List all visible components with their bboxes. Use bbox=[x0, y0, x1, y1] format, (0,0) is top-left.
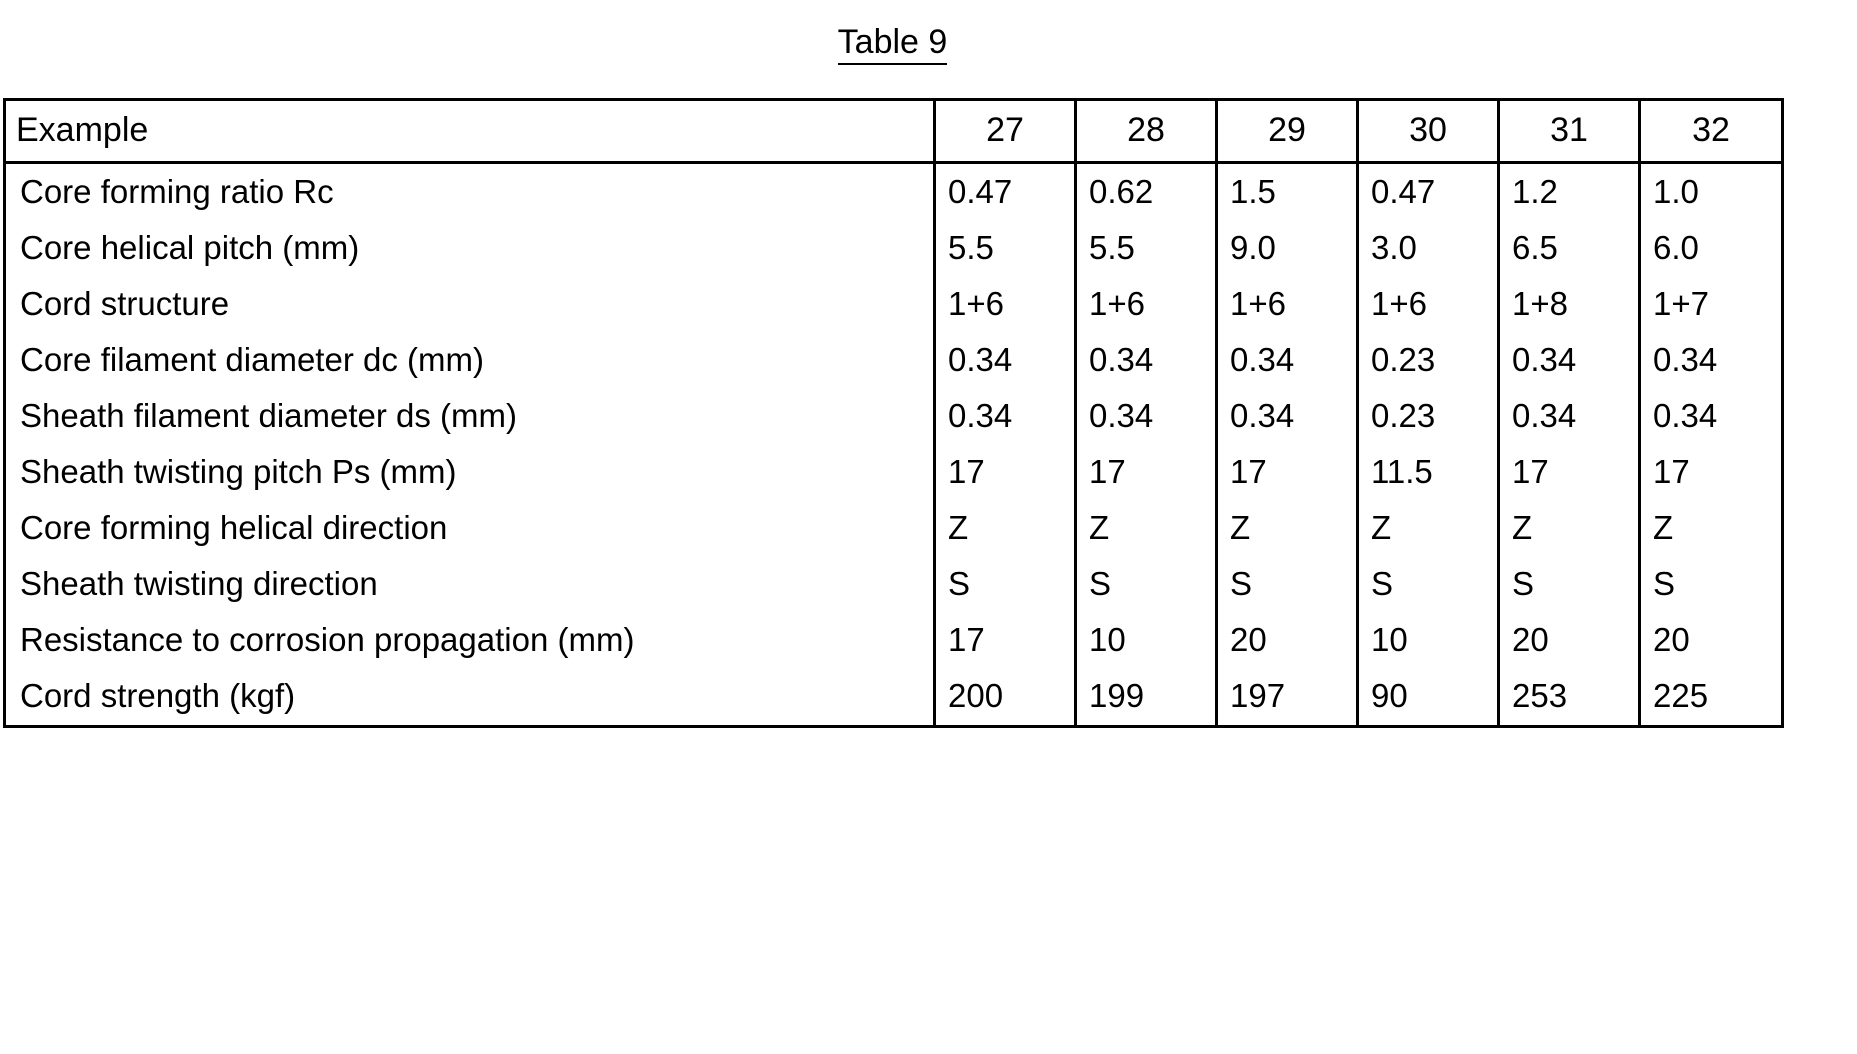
column-header-27: 27 bbox=[935, 100, 1076, 163]
row-label: Core forming helical direction bbox=[5, 500, 935, 556]
row-label: Resistance to corrosion propagation (mm) bbox=[5, 612, 935, 668]
cell-value: 5.5 bbox=[935, 220, 1076, 276]
table-caption bbox=[0, 22, 1785, 62]
cell-value: 0.34 bbox=[1217, 388, 1358, 444]
table-head bbox=[5, 100, 1783, 163]
cell-value: 17 bbox=[935, 612, 1076, 668]
table-row bbox=[5, 388, 1783, 444]
table-row bbox=[5, 668, 1783, 727]
row-label: Sheath twisting pitch Ps (mm) bbox=[5, 444, 935, 500]
cell-value: Z bbox=[1499, 500, 1640, 556]
row-label: Cord strength (kgf) bbox=[5, 668, 935, 727]
cell-value: 0.34 bbox=[935, 388, 1076, 444]
cell-value: 20 bbox=[1653, 621, 1690, 658]
cell-value: 17 bbox=[1653, 453, 1690, 490]
cell-value: 197 bbox=[1217, 668, 1358, 727]
column-header-29: 29 bbox=[1217, 100, 1358, 163]
data-table bbox=[3, 98, 1784, 728]
cell-value: 0.47 bbox=[935, 163, 1076, 221]
cell-value: Z bbox=[1217, 500, 1358, 556]
cell-value: 11.5 bbox=[1358, 444, 1499, 500]
cell-value: 90 bbox=[1358, 668, 1499, 727]
cell-value: 20 bbox=[1499, 612, 1640, 668]
cell-value: 225 bbox=[1653, 677, 1709, 714]
cell-value: 0.47 bbox=[1358, 163, 1499, 221]
table-row bbox=[5, 220, 1783, 276]
cell-value: 199 bbox=[1076, 668, 1217, 727]
cell-value: 1+7 bbox=[1653, 285, 1709, 322]
cell-value: S bbox=[1653, 565, 1676, 602]
row-label: Sheath filament diameter ds (mm) bbox=[5, 388, 935, 444]
cell-value: 5.5 bbox=[1076, 220, 1217, 276]
cell-value: 200 bbox=[935, 668, 1076, 727]
cell-value: 20 bbox=[1217, 612, 1358, 668]
cell-value: 0.34 bbox=[1217, 332, 1358, 388]
row-label: Sheath twisting direction bbox=[5, 556, 935, 612]
cell-value: 1.0 bbox=[1653, 173, 1699, 210]
cell-value: 17 bbox=[1217, 444, 1358, 500]
column-header-31: 31 bbox=[1499, 100, 1640, 163]
cell-value: 0.34 bbox=[1653, 341, 1718, 378]
cell-value: 17 bbox=[1076, 444, 1217, 500]
table-row bbox=[5, 500, 1783, 556]
cell-value: 1+6 bbox=[935, 276, 1076, 332]
cell-value: 0.62 bbox=[1076, 163, 1217, 221]
cell-value: 6.0 bbox=[1653, 229, 1699, 266]
column-header-32: 32 bbox=[1640, 100, 1783, 163]
table-row bbox=[5, 276, 1783, 332]
cell-value: 0.34 bbox=[935, 332, 1076, 388]
table-caption-text: Table 9 bbox=[838, 23, 948, 65]
row-label: Cord structure bbox=[5, 276, 935, 332]
cell-value: Z bbox=[1076, 500, 1217, 556]
column-header-30: 30 bbox=[1358, 100, 1499, 163]
cell-value: 1+8 bbox=[1499, 276, 1640, 332]
column-header-example: Example bbox=[5, 100, 935, 163]
table-row bbox=[5, 163, 1783, 221]
table-row bbox=[5, 332, 1783, 388]
row-label: Core forming ratio Rc bbox=[5, 163, 935, 221]
cell-value: 10 bbox=[1358, 612, 1499, 668]
cell-value: 1+6 bbox=[1358, 276, 1499, 332]
cell-value: S bbox=[935, 556, 1076, 612]
cell-value: S bbox=[1217, 556, 1358, 612]
cell-value: 17 bbox=[935, 444, 1076, 500]
row-label: Core filament diameter dc (mm) bbox=[5, 332, 935, 388]
cell-value: 1+6 bbox=[1076, 276, 1217, 332]
cell-value: 1.5 bbox=[1217, 163, 1358, 221]
cell-value: 9.0 bbox=[1217, 220, 1358, 276]
cell-value: S bbox=[1499, 556, 1640, 612]
cell-value: S bbox=[1358, 556, 1499, 612]
cell-value: 0.34 bbox=[1499, 388, 1640, 444]
cell-value: 1+6 bbox=[1217, 276, 1358, 332]
cell-value: 10 bbox=[1076, 612, 1217, 668]
cell-value: 17 bbox=[1499, 444, 1640, 500]
cell-value: 0.23 bbox=[1358, 388, 1499, 444]
cell-value: Z bbox=[1358, 500, 1499, 556]
column-header-28: 28 bbox=[1076, 100, 1217, 163]
table-row bbox=[5, 556, 1783, 612]
cell-value: 0.34 bbox=[1076, 388, 1217, 444]
cell-value: 0.23 bbox=[1358, 332, 1499, 388]
cell-value: 0.34 bbox=[1499, 332, 1640, 388]
table-header-row bbox=[5, 100, 1783, 163]
cell-value: 253 bbox=[1499, 668, 1640, 727]
cell-value: S bbox=[1076, 556, 1217, 612]
table-body bbox=[5, 163, 1783, 727]
cell-value: 0.34 bbox=[1653, 397, 1718, 434]
cell-value: Z bbox=[1653, 509, 1674, 546]
cell-value: 6.5 bbox=[1499, 220, 1640, 276]
table-container bbox=[3, 98, 1783, 728]
table-row bbox=[5, 444, 1783, 500]
cell-value: 3.0 bbox=[1358, 220, 1499, 276]
row-label: Core helical pitch (mm) bbox=[5, 220, 935, 276]
cell-value: 1.2 bbox=[1499, 163, 1640, 221]
cell-value: Z bbox=[935, 500, 1076, 556]
table-row bbox=[5, 612, 1783, 668]
cell-value: 0.34 bbox=[1076, 332, 1217, 388]
